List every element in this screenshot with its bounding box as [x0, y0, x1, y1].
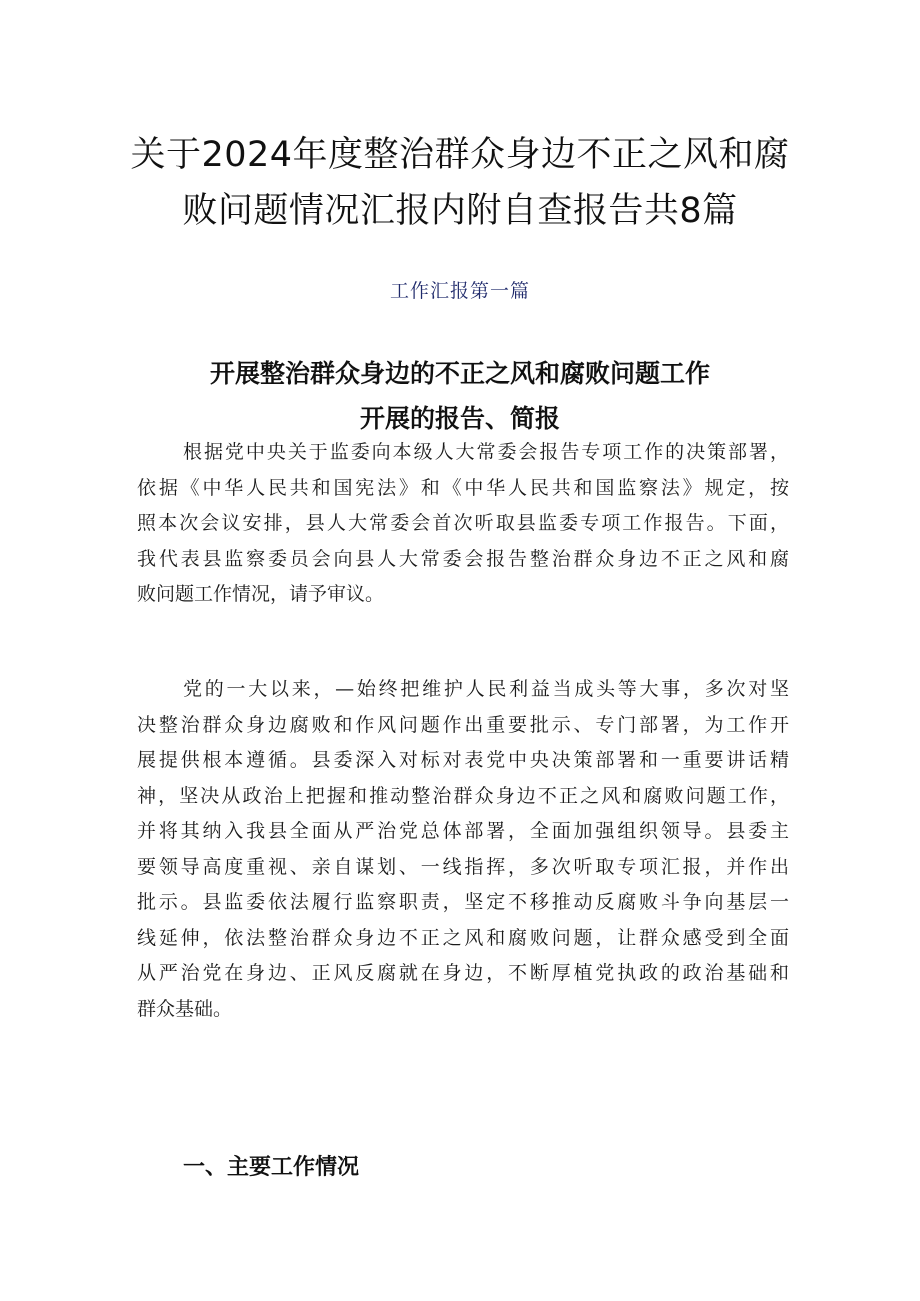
paragraph-line: 败问题工作情况，请予审议。	[137, 583, 385, 605]
paragraph-line: 根据党中央关于监委向本级人大常委会报告专项工作的决策部署，	[183, 441, 789, 463]
document-title-line-1: 关于2024年度整治群众身边不正之风和腐	[130, 135, 790, 176]
paragraph-1	[137, 435, 789, 613]
paragraph-line: 决整治群众身边腐败和作风问题作出重要批示、专门部署，为工作开	[137, 713, 789, 736]
paragraph-line: 群众基础。	[137, 997, 233, 1020]
paragraph-2	[137, 672, 789, 1027]
document-title-line-2: 败问题情况汇报内附自查报告共8篇	[182, 191, 738, 232]
report-title-line-1: 开展整治群众身边的不正之风和腐败问题工作	[209, 358, 710, 388]
paragraph-line: 并将其纳入我县全面从严治党总体部署，全面加强组织领导。县委主	[137, 820, 789, 842]
paragraph-line: 要领导高度重视、亲自谋划、一线指挥，多次听取专项汇报，并作出	[137, 855, 789, 878]
section-label: 工作汇报第一篇	[389, 280, 530, 302]
paragraph-line: 线延伸，依法整治群众身边不正之风和腐败问题，让群众感受到全面	[137, 926, 789, 949]
report-title-line-2: 开展的报告、简报	[359, 403, 560, 433]
document-title	[0, 127, 920, 239]
paragraph-line: 依据《中华人民共和国宪法》和《中华人民共和国监察法》规定，按	[137, 476, 789, 499]
paragraph-line: 神，坚决从政治上把握和推动整治群众身边不正之风和腐败问题工作，	[137, 784, 789, 807]
paragraph-line: 党的一大以来，—始终把维护人民利益当成头等大事，多次对坚	[183, 678, 789, 700]
paragraph-line: 照本次会议安排，县人大常委会首次听取县监委专项工作报告。下面，	[137, 512, 789, 534]
section-heading-1: 一、主要工作情况	[183, 1155, 360, 1180]
report-title	[0, 351, 920, 441]
paragraph-line: 从严治党在身边、正风反腐就在身边，不断厚植党执政的政治基础和	[137, 962, 789, 984]
paragraph-line: 批示。县监委依法履行监察职责，坚定不移推动反腐败斗争向基层一	[137, 891, 789, 913]
paragraph-line: 展提供根本遵循。县委深入对标对表党中央决策部署和一重要讲话精	[137, 749, 789, 771]
paragraph-line: 我代表县监察委员会向县人大常委会报告整治群众身边不正之风和腐	[137, 547, 789, 570]
